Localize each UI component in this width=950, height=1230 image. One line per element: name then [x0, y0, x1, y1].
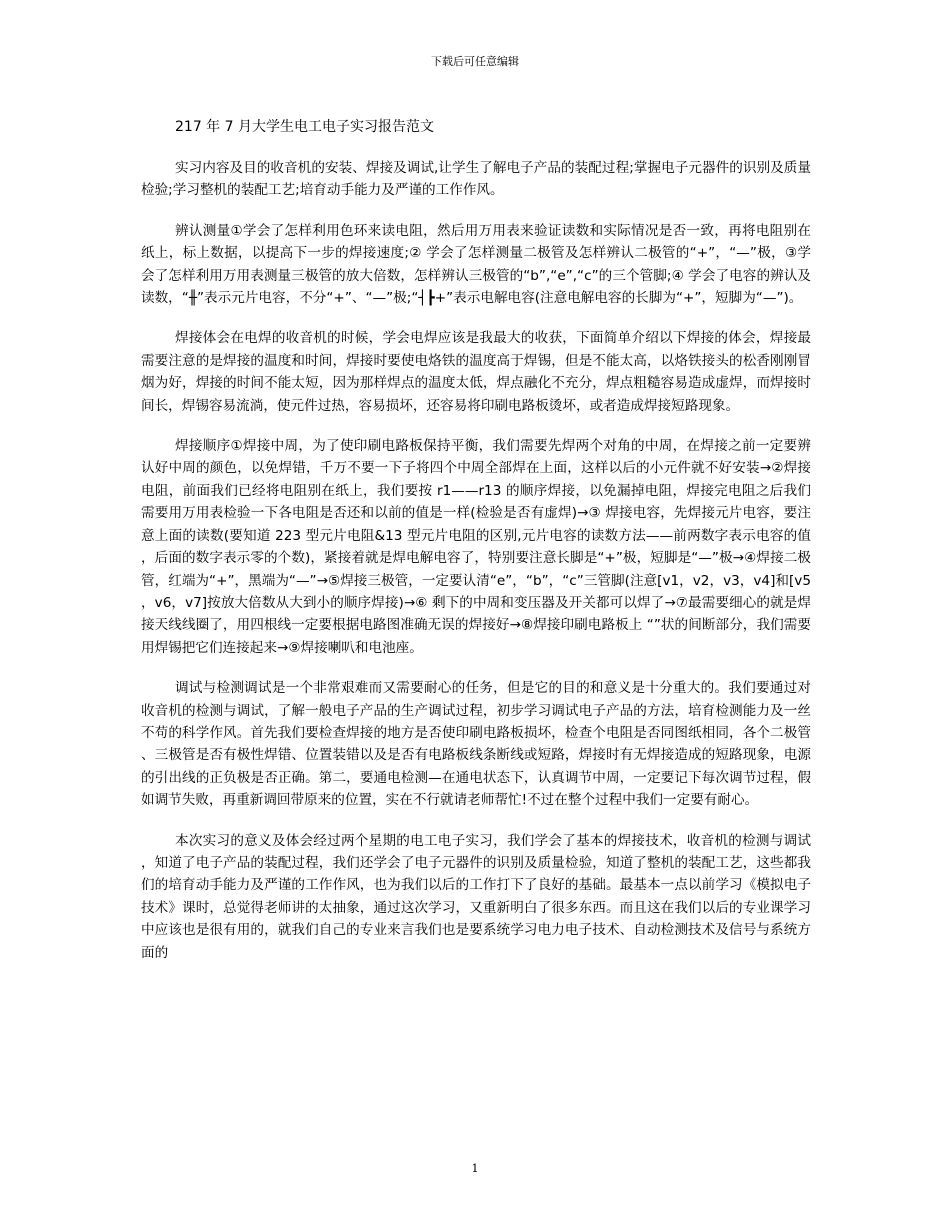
paragraph-significance: 本次实习的意义及体会经过两个星期的电工电子实习，我们学会了基本的焊接技术，收音机的检测与调试，知道了电子产品的装配过程，我们还学会了电子元器件的识别及质量检验，知道了整机的装配工艺，这些都我们的培育动手能力及严谨的工作作风，也为我们以后的工作打下了良好的基础。最基本一点以前学习《模拟电子技术》课时，总觉得老师讲的太抽象，通过这次学习，又重新明白了很多东西。而且这在我们以后的专业课学习中应该也是很有用的，就我们自己的专业来言我们也是要系统学习电力电子技术、自动检测技术及信号与系统方面的 — [141, 832, 811, 961]
paragraph-internship-content: 实习内容及目的收音机的安装、焊接及调试,让学生了解电子产品的装配过程;掌握电子元器件的识别及质量检验;学习整机的装配工艺;培育动手能力及严谨的工作作风。 — [141, 160, 811, 199]
paragraph-soldering-experience: 焊接体会在电焊的收音机的时候，学会电焊应该是我最大的收获，下面简单介绍以下焊接的体会，焊接最需要注意的是焊接的温度和时间，焊接时要使电烙铁的温度高于焊锡，但是不能太高，以烙铁接头的松香刚刚冒烟为好，焊接的时间不能太短，因为那样焊点的温度太低，焊点融化不充分，焊点粗糙容易造成虚焊，而焊接时间长，焊锡容易流淌，使元件过热，容易损坏，还容易将印刷电路板烫坏，或者造成焊接短路现象。 — [141, 330, 811, 414]
paragraph-soldering-order: 焊接顺序①焊接中周，为了使印刷电路板保持平衡，我们需要先焊两个对角的中周，在焊接之前一定要辨认好中周的颜色，以免焊错，千万不要一下子将四个中周全部焊在上面，这样以后的小元件就不好安装→②焊接电阻，前面我们已经将电阻别在纸上，我们要按 r1——r13 的顺序焊接，以免漏掉电阻，焊接完电阻之后我们需要用万用表检验一下各电阻是否还和以前的值是一样(检验是否有虚焊)→③ 焊接电容，先焊接元片电容，要注意上面的读数(要知道 223 型元片电阻&13 型元片电阻的区别,元片电容的读数方法——前两数字表示电容的值，后面的数字表示零的个数)，紧接着就是焊电解电容了，特别要注意长脚是“+”极，短脚是“—”极→④焊接二极管，红端为“+”，黑端为“—”→⑤焊接三极管，一定要认清“e”，“b”，“c”三管脚(注意[v1，v2，v3，v4]和[v5，v6，v7]按放大倍数从大到小的顺序焊接)→⑥ 剩下的中周和变压器及开关都可以焊了→⑦最需要细心的就是焊接天线线圈了，用四根线一定要根据电路图准确无误的焊接好→⑧焊接印刷电路板上 “”状的间断部分，我们需要用焊锡把它们连接起来→⑨焊接喇叭和电池座。 — [141, 438, 811, 656]
header-note: 下载后可任意编辑 — [431, 55, 519, 68]
paragraph-identification-measurement: 辨认测量①学会了怎样利用色环来读电阻，然后用万用表来验证读数和实际情况是否一致，再将电阻别在纸上，标上数据，以提高下一步的焊接速度;② 学会了怎样测量二极管及怎样辨认二极管的“+”，“—”极，③学会了怎样利用万用表测量三极管的放大倍数，怎样辨认三极管的“b”,“e”,“c”的三个管脚;④ 学会了电容的辨认及读数，“╫”表示元片电容，不分“+”、“—”极;“┤┣+”表示电解电容(注意电解电容的长脚为“+”，短脚为“—”)。 — [141, 222, 811, 307]
paragraph-debugging-testing: 调试与检测调试是一个非常艰难而又需要耐心的任务，但是它的目的和意义是十分重大的。我们要通过对收音机的检测与调试，了解一般电子产品的生产调试过程，初步学习调试电子产品的方法，培育检测能力及一丝不苟的科学作风。首先我们要检查焊接的地方是否使印刷电路板损坏，检查个电阻是否同图纸相同，各个二极管、三极管是否有极性焊错、位置装错以及是否有电路板线条断线或短路，焊接时有无焊接造成的短路现象，电源的引出线的正负极是否正确。第二，要通电检测—在通电状态下，认真调节中周，一定要记下每次调节过程，假如调节失败，再重新调回带原来的位置，实在不行就请老师帮忙!不过在整个过程中我们一定要有耐心。 — [141, 680, 811, 809]
document-body — [141, 157, 811, 982]
document-title: 217 年 7 月大学生电工电子实习报告范文 — [175, 119, 434, 135]
page-number: 1 — [471, 1162, 479, 1175]
